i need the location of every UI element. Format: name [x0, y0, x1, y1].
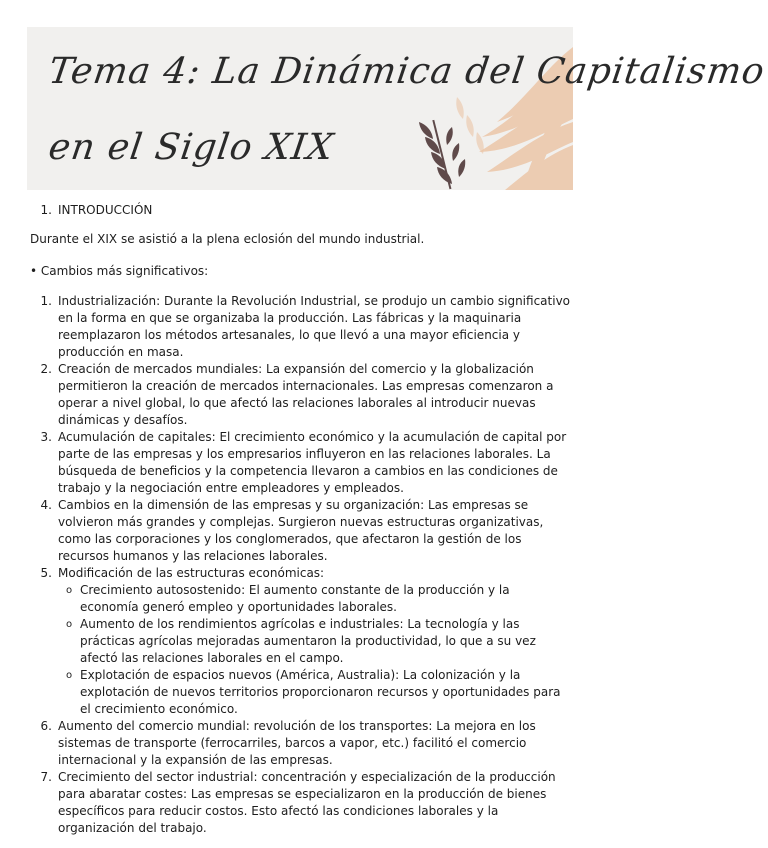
circle-bullet-icon: o: [65, 585, 73, 596]
sub-list: [58, 582, 570, 718]
sub-list-item: [58, 582, 570, 616]
page-title-line-2: en el Siglo XIX: [46, 127, 337, 168]
list-item-text: Industrialización: Durante la Revolución Industrial, se produjo un cambio significativo en la forma en que se organizaba la producción. Las fábricas y la maquinaria reemplazaron los métodos artesanales, lo que llevó a una mayor eficiencia y producción en masa.: [58, 294, 571, 359]
title-banner: [27, 27, 768, 190]
list-item: [30, 429, 570, 497]
list-item-number: 5.: [40, 566, 52, 580]
list-item-body: [58, 565, 570, 718]
list-item-number: 1.: [40, 294, 52, 308]
list-item: [30, 565, 570, 718]
sub-list-item-text: Explotación de espacios nuevos (América, Australia): La colonización y la explotación de nuevos territorios proporcionaron recursos y oportunidades para el crecimiento económico.: [80, 668, 561, 716]
sub-list-item: [58, 616, 570, 667]
list-item: [30, 769, 570, 837]
list-item: [30, 293, 570, 361]
intro-paragraph: Durante el XIX se asistió a la plena eclosión del mundo industrial.: [30, 232, 425, 246]
list-item-text: Cambios en la dimensión de las empresas y su organización: Las empresas se volvieron más grandes y complejas. Surgieron nuevas estructuras organizativas, como las corporaciones y los conglomerados, que afectaron la gestión de los recursos humanos y las relaciones laborales.: [58, 498, 544, 563]
sub-list-item-text: Crecimiento autosostenido: El aumento constante de la producción y la economía generó empleo y oportunidades laborales.: [80, 583, 510, 614]
list-item: [30, 361, 570, 429]
list-item: [30, 718, 570, 769]
changes-list: [30, 293, 570, 837]
list-item-number: 3.: [40, 430, 52, 444]
page-title-line-1: Tema 4: La Dinámica del Capitalismo: [46, 51, 768, 92]
changes-heading: • Cambios más significativos:: [30, 264, 209, 278]
section-title: INTRODUCCIÓN: [58, 203, 153, 217]
sub-list-item: [58, 667, 570, 718]
list-item-text: Creación de mercados mundiales: La expansión del comercio y la globalización permitieron la creación de mercados internacionales. Las empresas comenzaron a operar a nivel global, lo que afectó las relaciones laborales al introducir nuevas dinámicas y desafíos.: [58, 362, 554, 427]
list-item-number: 6.: [40, 719, 52, 733]
list-item-text: Crecimiento del sector industrial: concentración y especialización de la producción para abaratar costes: Las empresas se especializaron en la producción de bienes específicos para reducir costos. Esto afectó las condiciones laborales y la organización del trabajo.: [58, 770, 556, 835]
list-item-number: 2.: [40, 362, 52, 376]
dark-fern-leaf: [419, 120, 465, 189]
list-item: [30, 497, 570, 565]
list-item-text: Aumento del comercio mundial: revolución de los transportes: La mejora en los sistemas de transporte (ferrocarriles, barcos a vapor, etc.) facilitó el comercio internacional y la expansión de las empresas.: [58, 719, 536, 767]
circle-bullet-icon: o: [65, 619, 73, 630]
light-peach-leaf: [456, 97, 484, 154]
list-item-text: Acumulación de capitales: El crecimiento económico y la acumulación de capital por parte de las empresas y los empresarios influyeron en las relaciones laborales. La búsqueda de beneficios y la competencia llevaron a cambios en las condiciones de trabajo y la negociación entre empleadores y empleados.: [58, 430, 567, 495]
section-heading: [30, 200, 570, 220]
list-item-text: Modificación de las estructuras económicas:: [58, 566, 325, 580]
list-item-number: 7.: [40, 770, 52, 784]
document-body: [30, 200, 570, 837]
list-item-number: 4.: [40, 498, 52, 512]
circle-bullet-icon: o: [65, 670, 73, 681]
section-number: 1.: [40, 203, 52, 217]
sub-list-item-text: Aumento de los rendimientos agrícolas e industriales: La tecnología y las prácticas agrícolas mejoradas aumentaron la productividad, lo que a su vez afectó las relaciones laborales en el campo.: [80, 617, 536, 665]
